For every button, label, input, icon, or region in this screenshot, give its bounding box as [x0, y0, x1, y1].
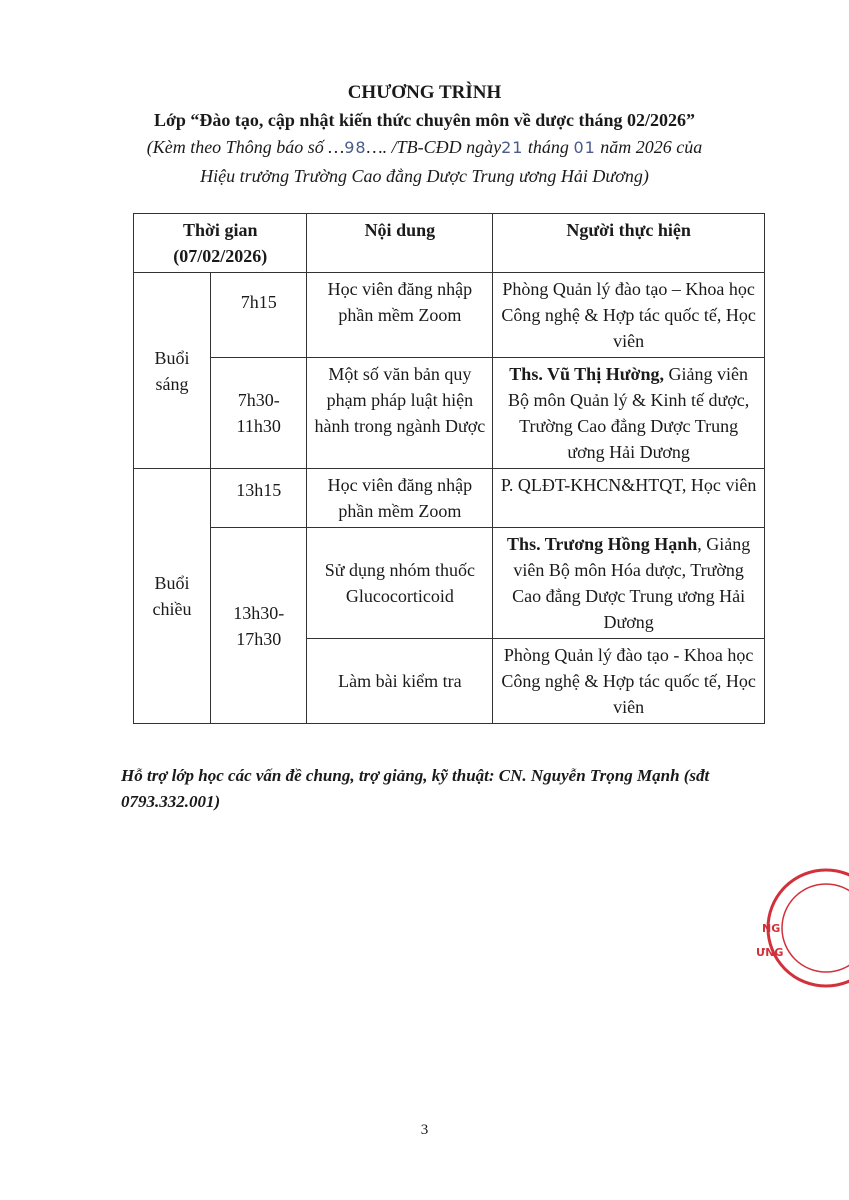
person-name: Ths. Vũ Thị Hường,	[509, 364, 664, 384]
handwritten-day: 21	[501, 138, 524, 157]
header-person: Người thực hiện	[493, 214, 765, 273]
row-person	[493, 639, 765, 724]
person-desc: Giảng viên Bộ môn Quản lý & Kinh tế dược, Trường Cao đẳng Dược Trung ương Hải Dương	[508, 364, 750, 462]
table-row	[134, 528, 765, 639]
header-time	[134, 214, 307, 273]
row-time: 13h30-17h30	[211, 528, 307, 724]
row-person	[493, 528, 765, 639]
table-row	[134, 358, 765, 469]
row-time: 7h15	[211, 273, 307, 358]
row-content: Sử dụng nhóm thuốc Glucocorticoid	[307, 528, 493, 639]
table-row	[134, 273, 765, 358]
stamp-text-2: ƯNG	[756, 946, 784, 959]
attach-mid: …. /TB-CĐD ngày	[366, 137, 502, 157]
page-number: 3	[420, 1122, 429, 1138]
course-subtitle: Lớp “Đào tạo, cập nhật kiến thức chuyên môn về dược tháng 02/2026”	[153, 110, 696, 130]
session-afternoon: Buổi chiều	[134, 469, 211, 724]
row-person	[493, 273, 765, 358]
row-content: Học viên đăng nhập phần mềm Zoom	[307, 273, 493, 358]
table-row	[134, 469, 765, 528]
handwritten-notice-number: 98	[344, 138, 367, 157]
schedule-table	[133, 213, 765, 724]
row-time: 7h30-11h30	[211, 358, 307, 469]
attach-mid2: tháng	[523, 137, 574, 157]
header-time-label: Thời gian	[182, 220, 258, 240]
session-morning: Buổi sáng	[134, 273, 211, 469]
header-time-date: (07/02/2026)	[173, 246, 268, 266]
person-desc: , Giảng viên Bộ môn Hóa dược, Trường Cao đẳng Dược Trung ương Hải Dương	[512, 534, 751, 632]
document-title: CHƯƠNG TRÌNH	[347, 82, 502, 103]
header-content: Nội dung	[307, 214, 493, 273]
row-person	[493, 469, 765, 528]
support-note: Hỗ trợ lớp học các vấn đề chung, trợ giảng, kỹ thuật: CN. Nguyễn Trọng Mạnh (sđt 0793.332.001)	[121, 766, 710, 811]
row-content: Làm bài kiểm tra	[307, 639, 493, 724]
attach-post: năm 2026 của	[595, 137, 703, 157]
stamp-text-1: NG	[762, 922, 781, 935]
person-name: Ths. Trương Hồng Hạnh	[507, 534, 698, 554]
handwritten-month: 01	[573, 138, 596, 157]
person-desc: Phòng Quản lý đào tạo – Khoa học Công nghệ & Hợp tác quốc tế, Học viên	[501, 279, 756, 351]
row-content: Học viên đăng nhập phần mềm Zoom	[307, 469, 493, 528]
person-desc: Phòng Quản lý đào tạo - Khoa học Công nghệ & Hợp tác quốc tế, Học viên	[501, 645, 756, 717]
attachment-note-line2: Hiệu trưởng Trường Cao đẳng Dược Trung ương Hải Dương)	[200, 166, 649, 186]
red-seal-stamp	[748, 862, 849, 992]
row-time: 13h15	[211, 469, 307, 528]
attach-prefix: (Kèm theo Thông báo số …	[146, 137, 345, 157]
row-person	[493, 358, 765, 469]
table-header-row	[134, 214, 765, 273]
attachment-note	[0, 137, 849, 158]
person-desc: P. QLĐT-KHCN&HTQT, Học viên	[500, 475, 757, 495]
row-content: Một số văn bản quy phạm pháp luật hiện hành trong ngành Dược	[307, 358, 493, 469]
